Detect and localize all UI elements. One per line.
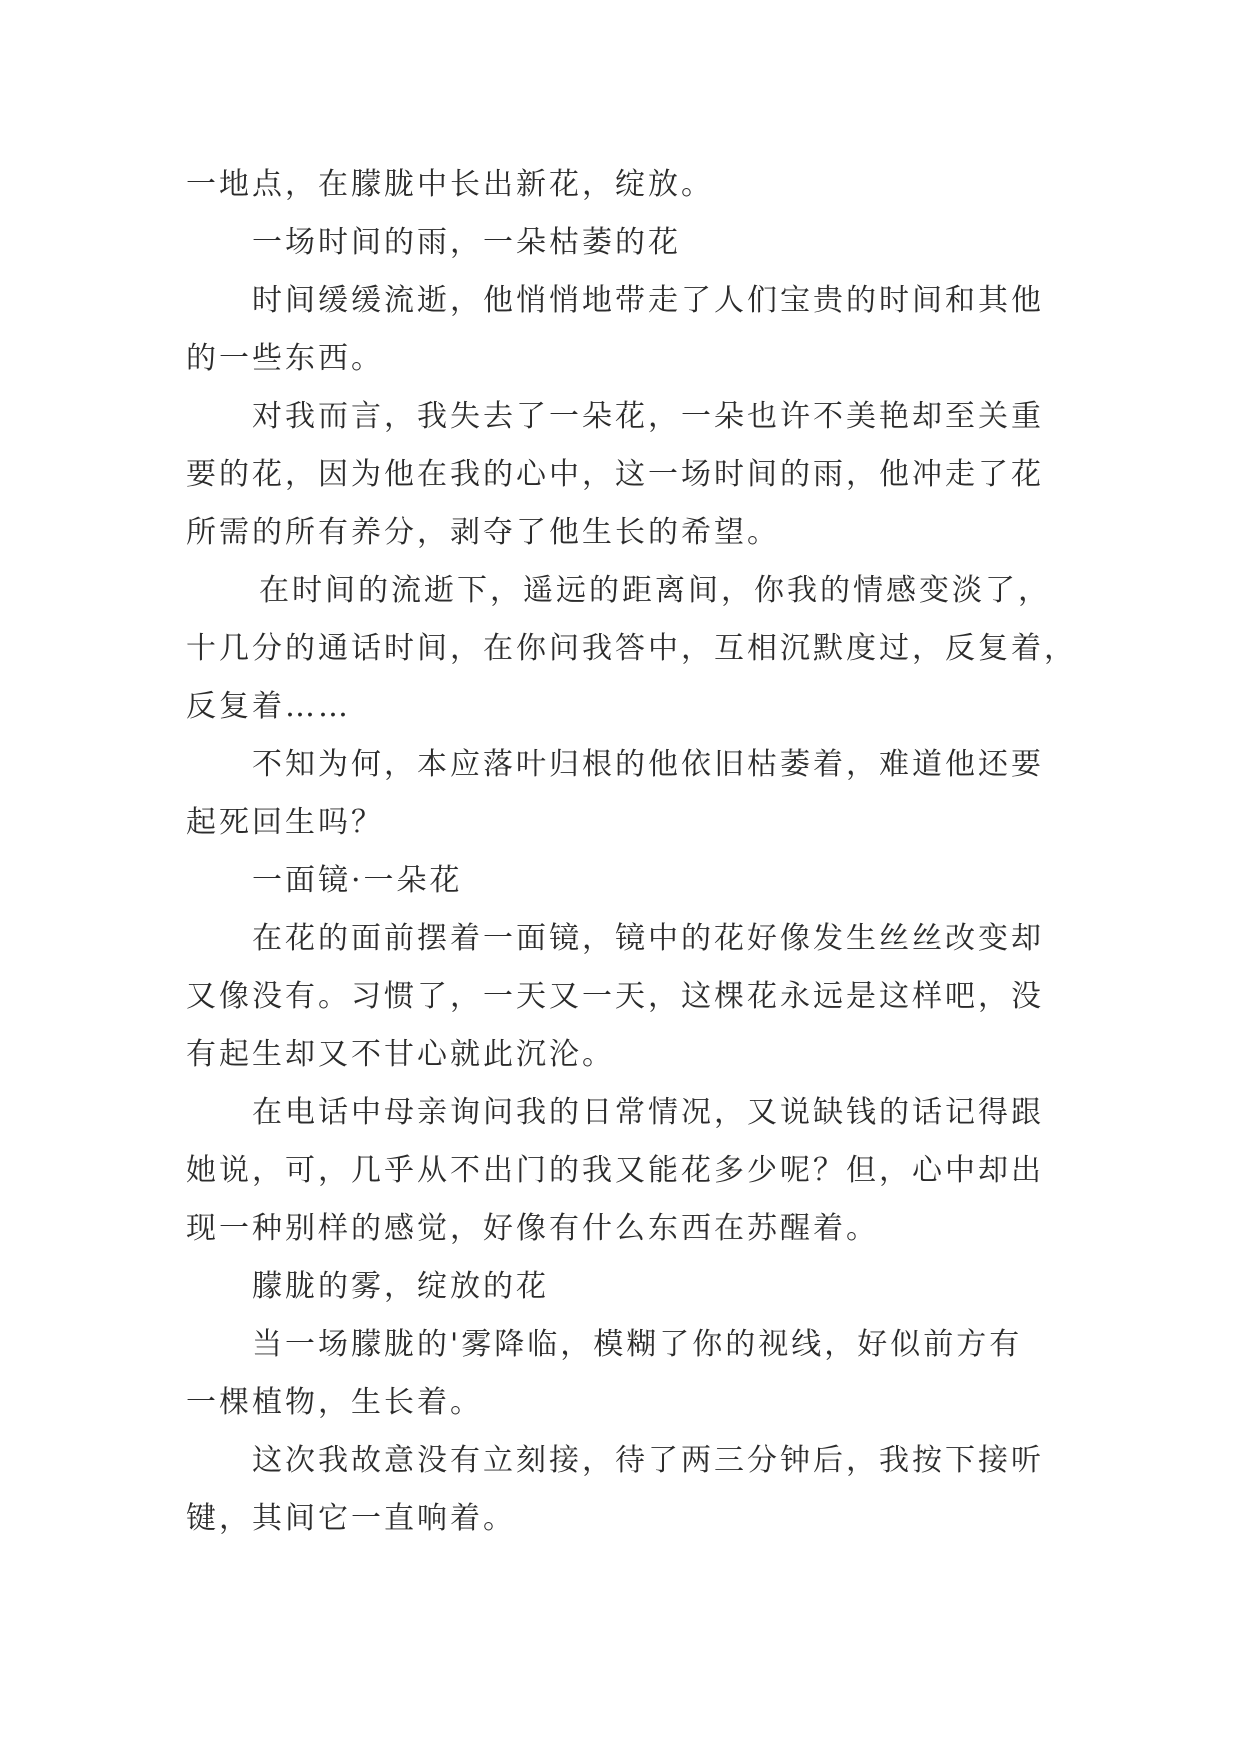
text-line: 现一种别样的感觉，好像有什么东西在苏醒着。 <box>186 1211 879 1246</box>
text-line: 一棵植物，生长着。 <box>186 1385 483 1420</box>
text-line: 起死回生吗？ <box>186 805 384 840</box>
text-line: 要的花，因为他在我的心中，这一场时间的雨，他冲走了花 <box>186 457 1044 492</box>
text-line: 时间缓缓流逝，他悄悄地带走了人们宝贵的时间和其他 <box>252 283 1044 318</box>
text-line: 当一场朦胧的'雾降临，模糊了你的视线，好似前方有 <box>252 1327 1023 1362</box>
text-line: 这次我故意没有立刻接，待了两三分钟后，我按下接听 <box>252 1443 1044 1478</box>
text-line: 在时间的流逝下，遥远的距离间，你我的情感变淡了， <box>259 573 1051 608</box>
text-line: 有起生却又不甘心就此沉沦。 <box>186 1037 615 1072</box>
text-line: 一地点，在朦胧中长出新花，绽放。 <box>186 167 714 202</box>
text-line: 的一些东西。 <box>186 341 384 376</box>
document-body <box>186 156 1077 1548</box>
text-line: 在电话中母亲询问我的日常情况，又说缺钱的话记得跟 <box>252 1095 1044 1130</box>
text-line: 不知为何，本应落叶归根的他依旧枯萎着，难道他还要 <box>252 747 1044 782</box>
text-line: 键，其间它一直响着。 <box>186 1501 516 1536</box>
section-heading: 一面镜·一朵花 <box>252 863 463 898</box>
text-line: 所需的所有养分，剥夺了他生长的希望。 <box>186 515 780 550</box>
text-line: 在花的面前摆着一面镜，镜中的花好像发生丝丝改变却 <box>252 921 1044 956</box>
text-line: 又像没有。习惯了，一天又一天，这棵花永远是这样吧，没 <box>186 979 1044 1014</box>
text-line: 反复着…… <box>186 689 351 724</box>
section-heading: 朦胧的雾，绽放的花 <box>252 1269 549 1304</box>
text-line: 她说，可，几乎从不出门的我又能花多少呢？但，心中却出 <box>186 1153 1044 1188</box>
text-line: 对我而言，我失去了一朵花，一朵也许不美艳却至关重 <box>252 399 1044 434</box>
text-line: 十几分的通话时间，在你问我答中，互相沉默度过，反复着， <box>186 631 1077 666</box>
section-heading: 一场时间的雨，一朵枯萎的花 <box>252 225 681 260</box>
